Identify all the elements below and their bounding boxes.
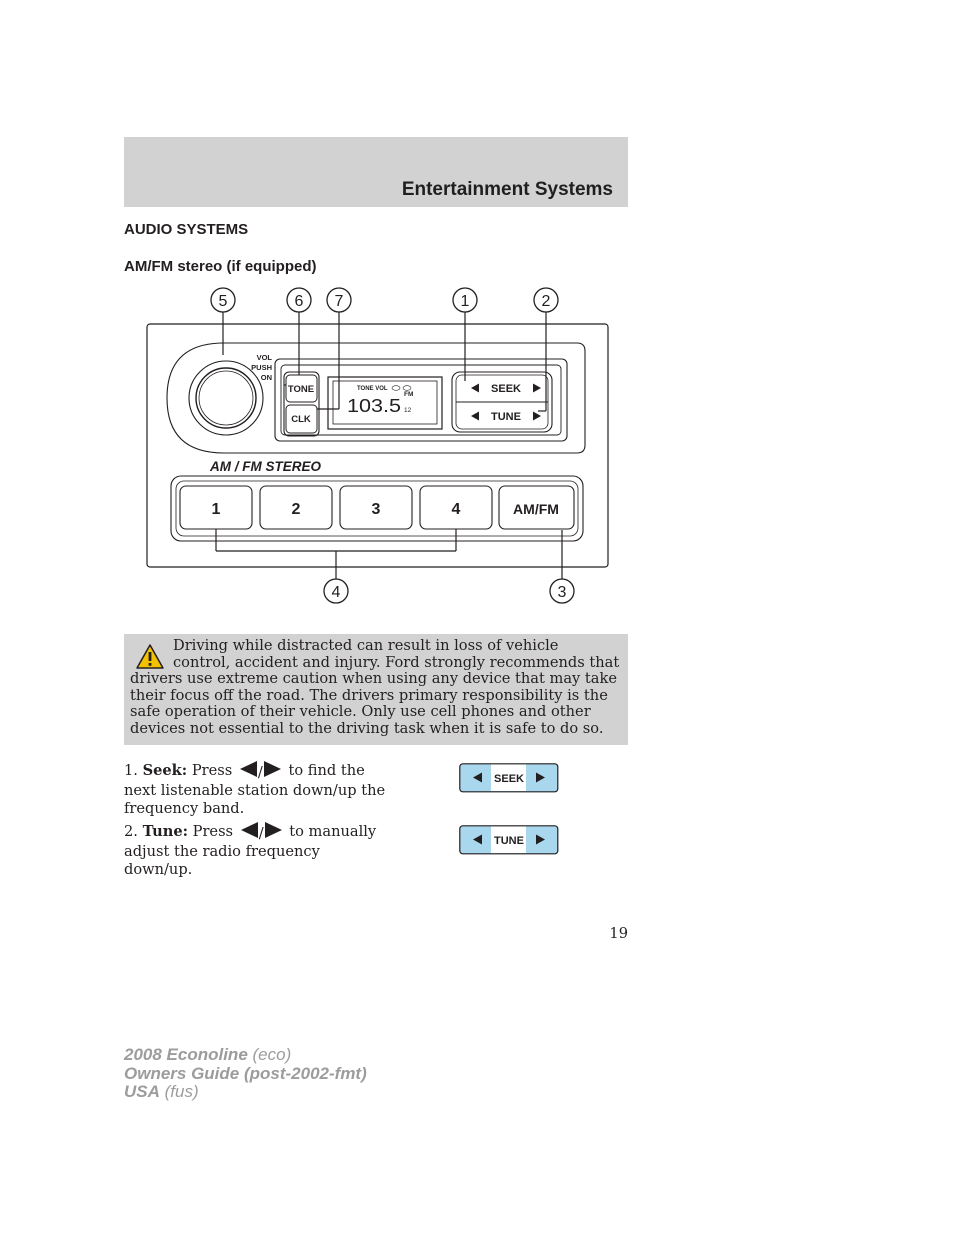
warning-box [124, 634, 628, 745]
page-number: 19 [609, 925, 628, 942]
seek-right-arrow [533, 384, 541, 393]
step-term: Seek: [142, 762, 188, 779]
step-lead: Press [191, 762, 233, 779]
preset-label-1: 1 [211, 501, 221, 518]
step-description: to manually adjust the radio frequency down/up. [124, 823, 377, 878]
diagram-tune-label: TUNE [491, 411, 521, 423]
step-term: Tune: [142, 823, 188, 840]
footer-market-code: (fus) [164, 1082, 199, 1101]
section-heading: AUDIO SYSTEMS [124, 221, 249, 238]
arrow-pair [240, 822, 283, 843]
display-indicators: TONE VOL [357, 386, 388, 392]
tune-right-arrow [533, 412, 541, 421]
callout-2: 2 [541, 293, 551, 310]
footer-guide: Owners Guide (post-2002-fmt) [124, 1063, 367, 1083]
display-band: FM [404, 391, 414, 398]
step-lead: Press [192, 823, 234, 840]
step-number: 2. [124, 823, 138, 840]
right-arrow-icon [264, 822, 283, 838]
footer [124, 1046, 367, 1102]
footer-model-code: (eco) [252, 1045, 292, 1064]
volume-knob [189, 361, 263, 435]
arrow-pair [239, 761, 282, 782]
left-arrow-icon [240, 822, 259, 838]
tone-label: TONE [287, 384, 315, 395]
seek-button-label: SEEK [494, 773, 524, 785]
footer-line-3 [124, 1083, 367, 1102]
warning-text: Driving while distracted can result in loss of vehicle control, accident and injury. Ford strongly recommends that drivers use extreme caution when using any device that may take their focus off the road. The drivers primary responsibility is the safe operation of their vehicle. Only use cell phones and other devices not essential to the driving task when it is safe to do so. [130, 637, 620, 737]
step-number: 1. [124, 762, 138, 779]
callout-4: 4 [331, 584, 341, 601]
display-frequency: 103.5 [347, 396, 401, 416]
callout-5: 5 [218, 293, 228, 310]
seek-left-arrow [471, 384, 479, 393]
page-title: Entertainment Systems [401, 179, 613, 200]
callout-6: 6 [294, 293, 304, 310]
footer-line-2 [124, 1065, 367, 1084]
right-arrow-icon [263, 761, 282, 777]
knob-label-on: ON [260, 373, 272, 382]
footer-market: USA [124, 1082, 160, 1101]
arrow-separator: / [258, 825, 264, 842]
arrow-separator: / [257, 764, 263, 781]
footer-line-1 [124, 1046, 367, 1065]
step-tune [124, 822, 386, 879]
callout-7: 7 [334, 293, 344, 310]
footer-model: 2008 Econoline [124, 1045, 248, 1064]
step-description: to find the next listenable station down/up the frequency band. [124, 762, 386, 817]
radio-diagram [140, 285, 620, 610]
amfm-label: AM/FM [513, 501, 559, 517]
preset-label-4: 4 [451, 501, 461, 518]
knob-label-push: PUSH [251, 363, 272, 372]
callout-3: 3 [557, 584, 567, 601]
tune-left-arrow [471, 412, 479, 421]
diagram-seek-label: SEEK [491, 383, 521, 395]
faceplate-label: AM / FM STEREO [210, 459, 321, 474]
seek-button-graphic [459, 763, 559, 793]
step-seek [124, 761, 386, 818]
tune-button-label: TUNE [494, 835, 524, 847]
header-band [124, 137, 628, 207]
sub-heading: AM/FM stereo (if equipped) [124, 258, 317, 275]
preset-label-3: 3 [371, 501, 381, 518]
preset-label-2: 2 [291, 501, 301, 518]
clk-label: CLK [291, 414, 311, 425]
tune-button-graphic [459, 825, 559, 855]
knob-label-vol: VOL [256, 353, 272, 362]
callout-1: 1 [460, 293, 470, 310]
left-arrow-icon [239, 761, 258, 777]
display-sub: 12 [404, 407, 412, 414]
